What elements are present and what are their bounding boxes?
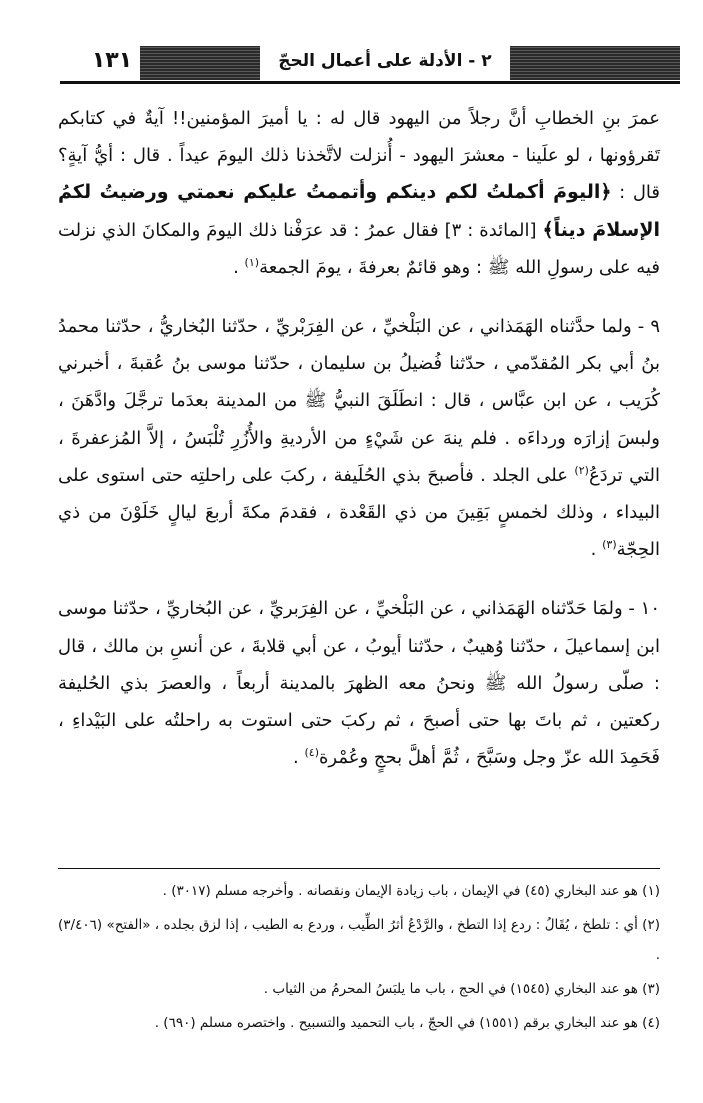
footnote-ref-3: (٣)	[602, 538, 617, 552]
header-decorative-band-left	[140, 46, 260, 80]
paragraph-9-end: .	[590, 539, 603, 561]
paragraph-10	[58, 590, 660, 776]
footnote-1: (١) هو عند البخاري (٤٥) في الإيمان ، باب زيادة الإيمان ونقصانه . وأخرجه مسلم (٣٠١٧) .	[162, 883, 660, 899]
quran-verse: ﴿اليومَ أكملتُ لكم دينكم وأتممتُ عليكم نعمتي ورضيتُ لكمُ الإسلامَ ديناً﴾	[58, 181, 660, 241]
paragraph-9	[58, 308, 660, 568]
running-title: ٢ - الأدلة على أعمال الحجّ	[278, 51, 492, 71]
footnote-ref-2: (٢)	[574, 463, 589, 477]
footnotes	[58, 876, 660, 1042]
footnote-3: (٣) هو عند البخاري (١٥٤٥) في الحج ، باب ما يلبَسُ المحرمُ من الثياب .	[263, 981, 660, 997]
paragraph-1-text-b: [المائدة : ٣] فقال عمرُ : قد عرَفْنا ذلك اليومَ والمكانَ الذي نزلت فيه على رسولِ الله ﷺ : وهو قائمٌ بعرفةَ ، يومَ الجمعة	[58, 219, 660, 278]
page-header	[60, 40, 680, 84]
paragraph-1-end: .	[233, 256, 245, 278]
paragraph-1	[58, 100, 660, 286]
main-text	[58, 100, 660, 798]
paragraph-10-end: .	[293, 747, 305, 769]
paragraph-9-text-b: على الجلد . فأصبحَ بذي الحُلَيفة ، ركبَ على راحلتِه حتى استوى على البيداء ، وذلك لخمسٍ بَقِينَ من ذي القَعْدة ، فقدمَ مكةَ أربعَ ليالٍ خَلَوْنَ من ذي الحِجّة	[58, 464, 660, 561]
paragraph-9-text-a: ٩ - ولما حدَّثناه الهَمَذاني ، عن البَلْخيِّ ، عن الفِرَبْريِّ ، حدّثنا البُخاريُّ ، حدّثنا محمدُ بنُ أبي بكر المُقدّمي ، حدّثنا فُضيلُ بن سليمان ، حدّثنا موسى بنُ عُقبةَ ، أخبرني كُرَيب ، عن ابن عبَّاس ، قال : انطَلَقَ النبيُّ ﷺ من المدينة بعدَما ترجَّلَ وادَّهَنَ ، ولبسَ إزارَه ورداءَه . فلم ينهَ عن شَيْءٍ من الأرديةِ والأُزُرِ تُلْبَسُ ، إلاَّ المُزعفرةَ ، التي تردَعُ	[58, 316, 660, 486]
header-rule	[60, 81, 680, 84]
page-number: ١٣١	[91, 48, 133, 73]
paragraph-1-text-a: عمرَ بنِ الخطابِ أنَّ رجلاً من اليهود قال له : يا أميرَ المؤمنين!! آيةٌ في كتابكم تَقرؤونها ، لو علَينا - معشرَ اليهود - أُنزلت لاتَّخذنا ذلك اليومَ عيداً . قال : أيُّ آيةٍ؟ قال :	[58, 108, 660, 204]
header-decorative-band-right	[510, 46, 680, 80]
footnote-4: (٤) هو عند البخاري برقم (١٥٥١) في الحجّ ، باب التحميد والتسبيح . واختصره مسلم (٦٩٠) .	[154, 1015, 660, 1031]
footnote-ref-4: (٤)	[304, 746, 319, 760]
footnote-ref-1: (١)	[244, 255, 260, 269]
paragraph-10-text-a: ١٠ - ولمَا حَدّثناه الهَمَذاني ، عن البَلْخيِّ ، عن الفِرَبريِّ ، عن البُخاريِّ ، حدّثنا موسى ابن إسماعيلَ ، حدّثنا وُهيبٌ ، حدّثنا أيوبُ ، عن أبي قلابةَ ، عن أنسِ بن مالك ، قال : صلّى رسولُ الله ﷺ ونحنُ معه الظهرَ بالمدينة أربعاً ، والعصرَ بذي الحُليفة ركعتين ، ثم باتَ بها حتى أصبحَ ، ثم ركبَ حتى استوت به راحلتُه على البَيْداءِ ، فَحَمِدَ الله عزّ وجل وسَبَّحَ ، ثُمَّ أهلَّ بحجٍ وعُمْرة	[58, 598, 660, 769]
footnote-2: (٢) أي : تلطخ ، يُقَالُ : ردع إذا التطخ ، والرَّدْعُ أثرُ الطِّيب ، وردع به الطيب ، إذا لزق بجلده ، «الفتح» (٣/٤٠٦) .	[58, 917, 660, 963]
footnote-separator	[58, 868, 660, 869]
